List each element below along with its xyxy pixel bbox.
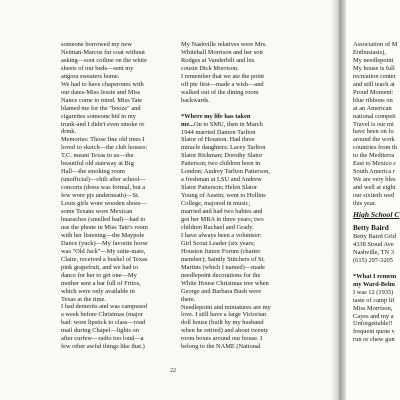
life-paragraph [181, 129, 299, 352]
text-line: room boxes around our house. I [181, 335, 263, 343]
text-line: huaraches (smelled bad)—had to [61, 215, 146, 223]
text-line: Patterson; two children born in [181, 160, 261, 168]
relatives-paragraph [181, 41, 299, 105]
text-line: miracle daughters: Lacey Tarlton [181, 144, 266, 152]
text-line: needlepoint decorations for the [181, 271, 261, 279]
text-line: few other awful things like that.) [61, 343, 145, 351]
life-intro: On to SMU, then in March [193, 120, 263, 128]
text-line: after curfew—radio too loud—a [61, 335, 144, 343]
text-line: Claire, received a bushel of Texas [61, 255, 148, 263]
text-line: and well at eight [353, 184, 396, 192]
text-line: White House Christmas tree when [181, 279, 269, 287]
text-line: love. I still have a large Victorian [181, 311, 267, 319]
text-line: few wore pjs underneath)—St. [61, 192, 140, 200]
text-line: doll house (built by my husband [181, 319, 264, 327]
text-line: East to Mexico c [353, 160, 397, 168]
text-line: when he retired) and about twenty [181, 327, 269, 335]
text-line: I had demerits and was campused [61, 303, 148, 311]
right-page-column [353, 41, 400, 344]
text-line: Dance (yuck)—My favorite horse [61, 239, 148, 247]
text-line: Memories: Those fine old trees I [61, 136, 145, 144]
text-line: dance for her to get one—My [61, 271, 137, 279]
remember-heading-cont: my Ward-Belm [353, 280, 395, 288]
text-line: backwards. [181, 96, 210, 104]
text-line: member); Saintly Stitchers of St. [181, 255, 265, 263]
text-line: Cayes and my a [353, 312, 394, 320]
text-line: to the Mediterra [353, 152, 395, 160]
text-line: concerts (dress was formal, but a [61, 184, 146, 192]
text-line: use the phone in Miss Tate's room [61, 223, 148, 231]
life-heading-line [181, 113, 299, 121]
remember-heading: *What I remem [353, 272, 397, 280]
text-line: bad: wore lipstick to class—road [61, 319, 146, 327]
left-page-column-2 [181, 41, 299, 351]
text-line: loved to sketch—the club houses: [61, 144, 148, 152]
text-line: Nashville, TN 3 [353, 248, 394, 256]
text-line: 1944 married Damon Tarlton [181, 128, 256, 136]
text-line: Slator Patterson; Helen Slator [181, 184, 258, 192]
text-line: have been on fo [353, 128, 394, 136]
text-line: belong to the NAME (National [181, 343, 261, 351]
remember-answer [353, 289, 400, 345]
text-line: trunk-and I didn't even smoke or [61, 120, 145, 128]
life-heading: *Where my life has taken [181, 112, 251, 120]
text-line: South America r [353, 168, 395, 176]
text-line: I remember that we ate the point [181, 72, 265, 80]
text-line: blamed me for the "booze" and [61, 104, 141, 112]
life-heading-cont: me... [181, 120, 194, 128]
text-line: Nance come to mind. Miss Tate [61, 96, 143, 104]
text-line: at an American [353, 104, 392, 112]
text-line: angora sweaters home. [61, 72, 120, 80]
right-page-text [353, 41, 400, 208]
text-line: Slator Rickman; Dorothy Slator [181, 152, 263, 160]
text-line: children Rachael and Grady. [181, 223, 254, 231]
text-line: Martins (which I named)—made [181, 263, 265, 271]
text-line: Rodges at Vanderbilt and his [181, 56, 255, 64]
text-line: (unofficial)—chili after school— [61, 176, 146, 184]
text-line: mail during Chapel—lights on [61, 327, 139, 335]
text-line: pink grapefruit, and we had to [61, 263, 139, 271]
text-line: married and had two babies and [181, 208, 263, 216]
section-heading: High School C [353, 210, 400, 220]
text-line: run or chew gun [353, 336, 395, 344]
text-line: our sixtieth wed [353, 192, 395, 200]
text-line: a freshman at LSU and Andrew [181, 176, 262, 184]
text-line: Unforgettable!! [353, 320, 393, 328]
text-line: cousin Dick Morrison. [181, 64, 239, 72]
text-line: Betty Baird Grid [353, 232, 396, 240]
text-line: Needlepoint and miniatures are my [181, 303, 271, 311]
text-line: My house is full [353, 64, 395, 72]
text-line: which were only available in [61, 287, 135, 295]
text-line: walked out of the dining room [181, 88, 259, 96]
text-line: frequent quote v [353, 328, 395, 336]
text-line: some Texans wore Mexican [61, 208, 133, 216]
text-line: national competi [353, 112, 396, 120]
text-line: there. [181, 295, 196, 303]
text-line: T.C. meant Texas to us—the [61, 152, 134, 160]
text-line: drink. [61, 128, 77, 136]
text-line: Travel is our mi [353, 120, 394, 128]
text-line: Hall—the smoking room [61, 168, 125, 176]
text-line: Texas at the time. [61, 295, 106, 303]
page-number: 22 [170, 368, 176, 374]
text-line: a week before Christmas (major [61, 311, 143, 319]
text-line: our dates-Miss Jessie and Miss [61, 88, 141, 96]
text-line: We had to have chaperones with [61, 80, 144, 88]
text-line: someone borrowed my new [61, 41, 132, 48]
text-line: with her listening—the Maypole [61, 231, 145, 239]
text-line: cigarettes someone hid in my [61, 112, 136, 120]
text-line: London; Audrey Tarlton Patterson, [181, 168, 270, 176]
text-line: around the work [353, 136, 395, 144]
text-line: this year. [353, 200, 377, 208]
text-line: Girl Scout Leader (six years; [181, 239, 255, 247]
text-line: Young of Austin; went to Hollins [181, 192, 266, 200]
text-line: Louis girls wore wooden shoes— [61, 200, 147, 208]
text-line: Enthusiasts), [353, 48, 386, 56]
text-line: blue ribbons on [353, 96, 393, 104]
text-line: and still teach at [353, 80, 395, 88]
alumna-address [353, 233, 400, 265]
text-line: sheets of our beds—sent my [61, 64, 134, 72]
text-line: countries from th [353, 144, 398, 152]
text-line: My Nashville relatives were Mrs. [181, 41, 267, 48]
text-line: I was 12 (1935) [353, 288, 394, 296]
text-line: I have always been a volunteer: [181, 231, 262, 239]
text-line: recreation center [353, 72, 396, 80]
text-line: taste of camp lif [353, 296, 395, 304]
text-line: beautiful old stairway at Big [61, 160, 134, 168]
text-line: (615) 297-3205 [353, 256, 393, 264]
text-line: was "Old Jack"—My suite-mate, [61, 247, 146, 255]
text-line: Houston Junior Forum (charter [181, 247, 261, 255]
text-line: got her MBA in three years; two [181, 216, 264, 224]
text-line: off pie first—made a wish—and [181, 80, 264, 88]
text-line: Association of M [353, 41, 398, 48]
text-line: 4338 Stoud Ave [353, 240, 394, 248]
text-line: Proud Moment: [353, 88, 394, 96]
text-line: mother sent a bar full of Fritos, [61, 279, 141, 287]
text-line: Miss Morrison, [353, 304, 393, 312]
life-heading-line-2 [181, 121, 299, 129]
text-line: College, majored in music, [181, 200, 251, 208]
book-gutter [332, 0, 346, 400]
text-line: My needlepoint [353, 56, 394, 64]
text-line: George and Barbara Bush were [181, 287, 262, 295]
alumna-name: Betty Baird [353, 223, 389, 232]
text-line: asking—soot coiline on the white [61, 56, 147, 64]
left-page-column-1 [61, 41, 173, 351]
text-line: We are very bles [353, 176, 396, 184]
text-line: Slator of Houston. Had three [181, 136, 255, 144]
text-line: Whitehall Morrison and her son [181, 48, 263, 56]
text-line: Neiman-Marcus fur coat without [61, 48, 145, 56]
